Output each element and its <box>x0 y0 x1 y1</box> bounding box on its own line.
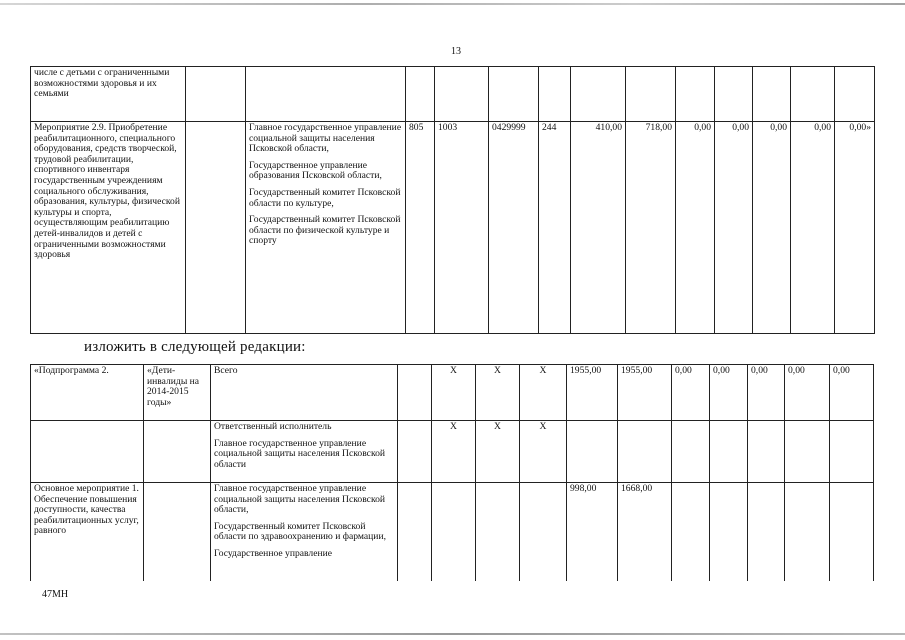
scan-edge-top <box>0 3 905 5</box>
replace-instruction: изложить в следующей редакции: <box>84 339 306 355</box>
executors-cell <box>211 483 398 581</box>
executor-text: Государственный комитет Псковской области по здравоохранению и фармации, <box>214 520 386 543</box>
value-cell: 0,00 <box>753 122 791 334</box>
x-mark: X <box>432 421 476 483</box>
x-mark: X <box>432 365 476 421</box>
executor-text: Главное государственное управление социальной защиты населения Псковской области, <box>249 122 402 155</box>
table-row <box>31 365 874 421</box>
executor-label: Ответственный исполнитель <box>214 421 332 432</box>
value-cell: 0,00 <box>672 365 710 421</box>
value-cell: 410,00 <box>571 122 626 334</box>
program-title: «Подпрограмма 2. <box>31 365 144 421</box>
value-cell: 0,00» <box>835 122 875 334</box>
executor-text: Главное государственное управление социальной защиты населения Псковской области <box>214 437 386 470</box>
executor-text: Государственное управление <box>214 547 332 559</box>
event-description: числе с детьми с ограниченными возможностями здоровья и их семьями <box>31 67 186 122</box>
value-cell: 0,00 <box>748 365 785 421</box>
grbs-code: 805 <box>406 122 435 334</box>
x-mark: X <box>476 365 520 421</box>
vr-code: 244 <box>539 122 571 334</box>
event-description: Мероприятие 2.9. Приобретение реабилитационного, специального оборудования, средств творческой, трудовой реабилитации, спортивного инвентаря государственным учреждениям социального обслуживания, образования, культуры, физической культуры и спорта, осуществляющим реабилитацию детей-инвалидов и детей с ограниченными возможностями здоровья <box>31 122 186 334</box>
value-cell: 998,00 <box>567 483 618 581</box>
table-row <box>31 483 874 581</box>
page-number: 13 <box>451 46 461 57</box>
funding-source: Всего <box>211 365 398 421</box>
program-table-old <box>30 66 875 334</box>
table-row <box>31 122 875 334</box>
x-mark: X <box>476 421 520 483</box>
executors-cell <box>246 122 406 334</box>
value-cell: 1668,00 <box>618 483 672 581</box>
value-cell: 0,00 <box>830 365 874 421</box>
table-row <box>31 67 875 122</box>
executor-text: Государственный комитет Псковской области по физической культуре и спорту <box>249 214 401 247</box>
value-cell: 0,00 <box>676 122 715 334</box>
value-cell: 0,00 <box>791 122 835 334</box>
program-name: «Дети-инвалиды на 2014-2015 годы» <box>144 365 211 421</box>
value-cell: 0,00 <box>715 122 753 334</box>
x-mark: X <box>520 421 567 483</box>
value-cell: 1955,00 <box>618 365 672 421</box>
footer-code: 47МН <box>42 589 69 600</box>
program-table-new <box>30 364 874 581</box>
csr-code: 0429999 <box>489 122 539 334</box>
scan-edge-bottom <box>0 633 905 635</box>
value-cell: 0,00 <box>710 365 748 421</box>
value-cell: 718,00 <box>626 122 676 334</box>
rzpr-code: 1003 <box>435 122 489 334</box>
table-row <box>31 421 874 483</box>
value-cell: 1955,00 <box>567 365 618 421</box>
executor-text: Государственный комитет Псковской области по культуре, <box>249 186 401 209</box>
executor-text: Государственное управление образования Псковской области, <box>249 159 382 182</box>
executor-text: Главное государственное управление социальной защиты населения Псковской области, <box>214 483 386 516</box>
event-description: Основное мероприятие 1. Обеспечение повышения доступности, качества реабилитационных услуг, равного <box>31 483 144 581</box>
x-mark: X <box>520 365 567 421</box>
executor-cell <box>211 421 398 483</box>
value-cell: 0,00 <box>785 365 830 421</box>
